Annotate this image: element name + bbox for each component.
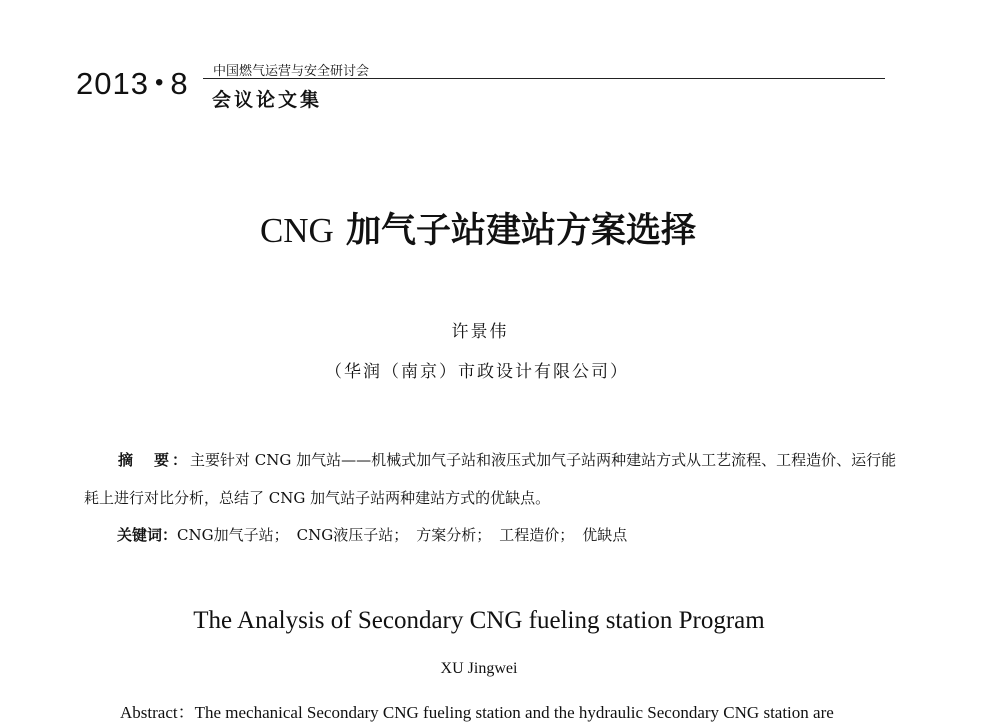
abstract-label: 摘 要：	[118, 451, 191, 469]
keywords-label: 关键词：	[117, 526, 178, 544]
keywords-cn	[117, 524, 897, 545]
paper-title-cn	[0, 203, 956, 253]
abstract-en: Abstract：The mechanical Secondary CNG fueling station and the hydraulic Secondary CNG station are	[120, 703, 834, 722]
abstract-cn	[84, 441, 904, 517]
keyword-separator: ；	[476, 526, 492, 544]
keyword-separator: ；	[559, 526, 575, 544]
keyword-separator: ；	[273, 526, 289, 544]
title-cn-main: 加气子站建站方案选择	[346, 210, 697, 251]
keyword: CNG液压子站	[296, 526, 394, 544]
paper-title-en: The Analysis of Secondary CNG fueling station Program	[193, 607, 765, 634]
issue-number: 8	[170, 66, 189, 101]
keyword: 方案分析	[416, 526, 477, 544]
author-cn: 许景伟	[451, 322, 509, 342]
author-en: XU Jingwei	[440, 660, 518, 677]
keyword: CNG加气子站	[177, 526, 274, 544]
abstract-text: 主要针对 CNG 加气站——机械式加气子站和液压式加气子站两种建站方式从工艺流程、工程造价、运行能耗上进行对比分析，总结了 CNG 加气站子站两种建站方式的优缺点。	[84, 451, 897, 507]
year: 2013	[76, 66, 149, 101]
affiliation-cn: （华润（南京）市政设计有限公司）	[325, 362, 629, 382]
header-divider	[203, 78, 885, 79]
title-cn-prefix: CNG	[259, 211, 334, 250]
keyword: 优缺点	[582, 526, 628, 544]
keyword: 工程造价	[499, 526, 560, 544]
conference-name: 中国燃气运营与安全研讨会	[213, 64, 370, 79]
issue-date	[76, 66, 189, 102]
keyword-separator: ；	[393, 526, 409, 544]
proceedings-label: 会议论文集	[212, 89, 323, 111]
separator-dot: •	[154, 69, 165, 96]
